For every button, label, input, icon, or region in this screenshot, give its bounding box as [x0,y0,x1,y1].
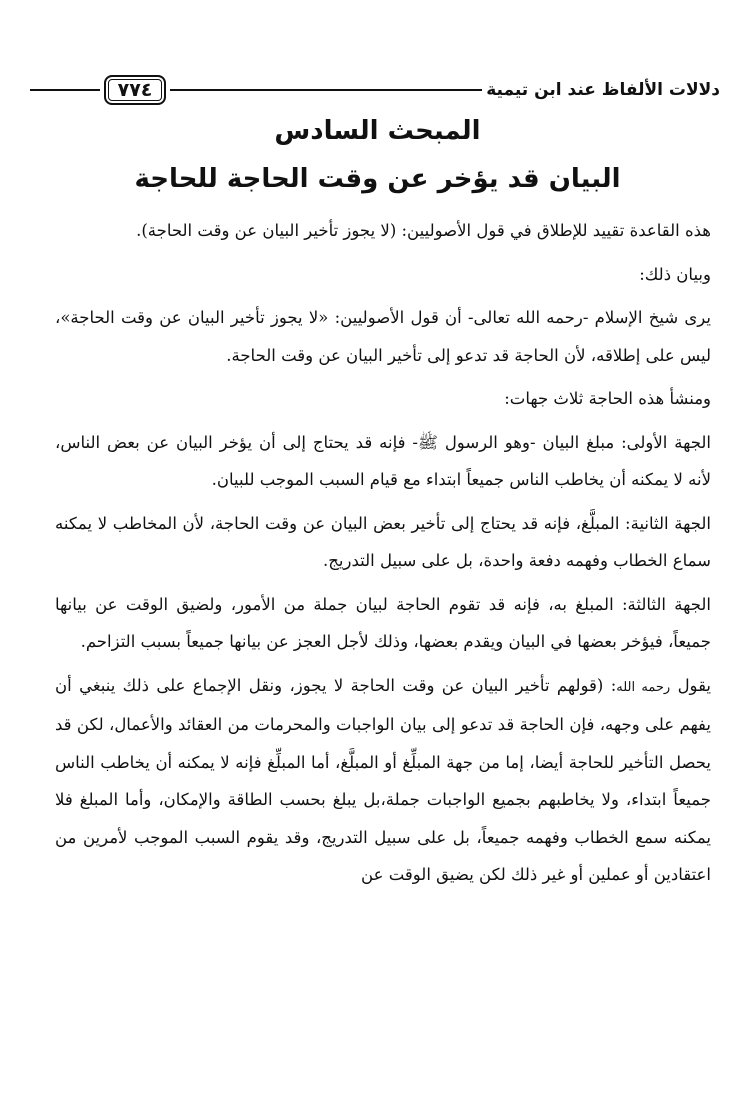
paragraph-explanation-lead: وبيان ذلك: [639,264,711,284]
body-text [55,212,711,900]
page-header [30,70,720,110]
paragraph-shaykh-view: يرى شيخ الإسلام -رحمه الله تعالى- أن قول الأصوليين: «لا يجوز تأخير البيان عن وقت الحاجة»، ليس على إطلاقه، لأن الحاجة قد تدعو إلى تأخير البيان عن وقت الحاجة. [55,308,711,365]
section-title: المبحث السادس [274,116,481,146]
quote-text: : (قولهم تأخير البيان عن وقت الحاجة لا يجوز، ونقل الإجماع على ذلك ينبغي أن يفهم على وجهه، فإن الحاجة قد تدعو إلى بيان الواجبات والمحرمات من العقائد والأعمال، لكن قد يحصل التأخير للحاجة أيضا، إما من جهة المبلِّغ أو المبلَّغ، أما المبلِّغ فإنه لا يمكنه أن يخاطب الناس جميعاً ابتداء، ولا يخاطبهم بجميع الواجبات جملة،بل يبلغ بحسب الطاقة والإمكان، وأما المبلغ فلا يمكنه سمع الخطاب وفهمه جميعاً، بل على سبيل التدريج، وقد يقوم السبب الموجب لأمرين من اعتقادين أو عملين أو غير ذلك لكن يضيق الوقت عن [55,675,711,884]
quote-prefix: يقول [677,675,712,695]
paragraph-intro: هذه القاعدة تقييد للإطلاق في قول الأصوليين: (لا يجوز تأخير البيان عن وقت الحاجة). [136,221,711,240]
paragraph-aspect-one: الجهة الأولى: مبلغ البيان -وهو الرسول ﷺ- فإنه قد يحتاج إلى أن يؤخر البيان عن بعض الناس، لأنه لا يمكنه أن يخاطب الناس جميعاً ابتداء مع قيام السبب الموجب للبيان. [55,432,711,489]
page-number: ٧٧٤ [104,75,166,105]
section-subtitle: البيان قد يؤخر عن وقت الحاجة للحاجة [134,164,621,194]
paragraph-three-aspects: ومنشأ هذه الحاجة ثلاث جهات: [504,389,711,408]
paragraph-aspect-two: الجهة الثانية: المبلَّغ، فإنه قد يحتاج إلى تأخير بعض البيان عن وقت الحاجة، لأن المخاطب لا يمكنه سماع الخطاب وفهمه دفعة واحدة، بل على سبيل التدريج. [55,513,711,570]
honorific-mark: رحمه الله [616,679,671,695]
paragraph-aspect-three: الجهة الثالثة: المبلغ به، فإنه قد تقوم الحاجة لبيان جملة من الأمور، ولضيق الوقت عن بيانها جميعاً، فيؤخر بعضها في البيان ويقدم بعضها، وذلك لأجل العجز عن بيانها جميعاً بسبب التزاحم. [55,594,711,651]
header-rule-left [30,89,100,91]
running-title: دلالات الألفاظ عند ابن تيمية [486,80,720,100]
paragraph-quote [55,667,711,894]
header-rule-right [170,89,482,91]
